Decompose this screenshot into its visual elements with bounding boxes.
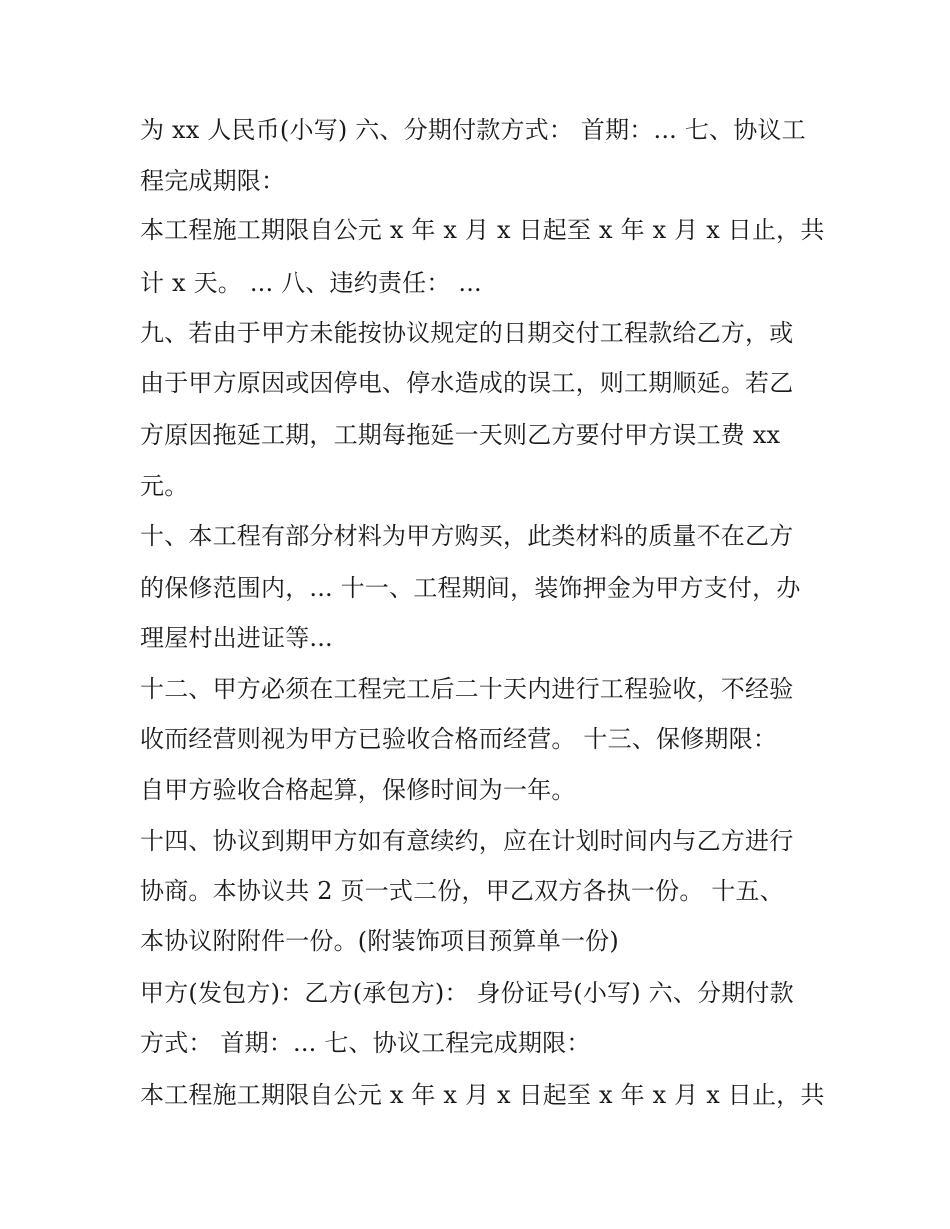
text-line-16: 协商。本协议共 2 页一式二份，甲乙双方各执一份。 十五、 — [140, 877, 784, 905]
text-line-11: 理屋村出进证等... — [140, 624, 333, 652]
text-line-17: 本协议附附件一份。(附装饰项目预算单一份) — [140, 927, 619, 955]
text-line-3: 本工程施工期限自公元 x 年 x 月 x 日起至 x 年 x 月 x 日止，共 — [140, 216, 825, 244]
text-line-15: 十四、协议到期甲方如有意续约，应在计划时间内与乙方进行 — [140, 827, 794, 855]
text-line-9: 十、本工程有部分材料为甲方购买，此类材料的质量不在乙方 — [140, 522, 794, 550]
text-line-10: 的保修范围内，... 十一、工程期间，装饰押金为甲方支付，办 — [140, 574, 801, 602]
text-line-2: 程完成期限： — [140, 167, 286, 195]
text-line-20: 本工程施工期限自公元 x 年 x 月 x 日起至 x 年 x 月 x 日止，共 — [140, 1081, 825, 1109]
text-line-6: 由于甲方原因或因停电、停水造成的误工，则工期顺延。若乙 — [140, 369, 794, 397]
text-line-18: 甲方(发包方)：乙方(承包方)： 身份证号(小写) 六、分期付款 — [140, 979, 794, 1007]
text-line-1: 为 xx 人民币(小写) 六、分期付款方式： 首期：... 七、协议工 — [140, 116, 806, 144]
text-line-8: 元。 — [140, 472, 189, 500]
text-line-12: 十二、甲方必须在工程完工后二十天内进行工程验收，不经验 — [140, 675, 794, 703]
text-line-7: 方原因拖延工期，工期每拖延一天则乙方要付甲方误工费 xx — [140, 421, 781, 449]
text-line-5: 九、若由于甲方未能按协议规定的日期交付工程款给乙方，或 — [140, 319, 794, 347]
text-line-13: 收而经营则视为甲方已验收合格而经营。 十三、保修期限： — [140, 725, 778, 753]
text-line-14: 自甲方验收合格起算，保修时间为一年。 — [140, 776, 576, 804]
text-line-4: 计 x 天。 ... 八、违约责任： ... — [140, 269, 482, 297]
text-line-19: 方式： 首期：... 七、协议工程完成期限： — [140, 1029, 591, 1057]
